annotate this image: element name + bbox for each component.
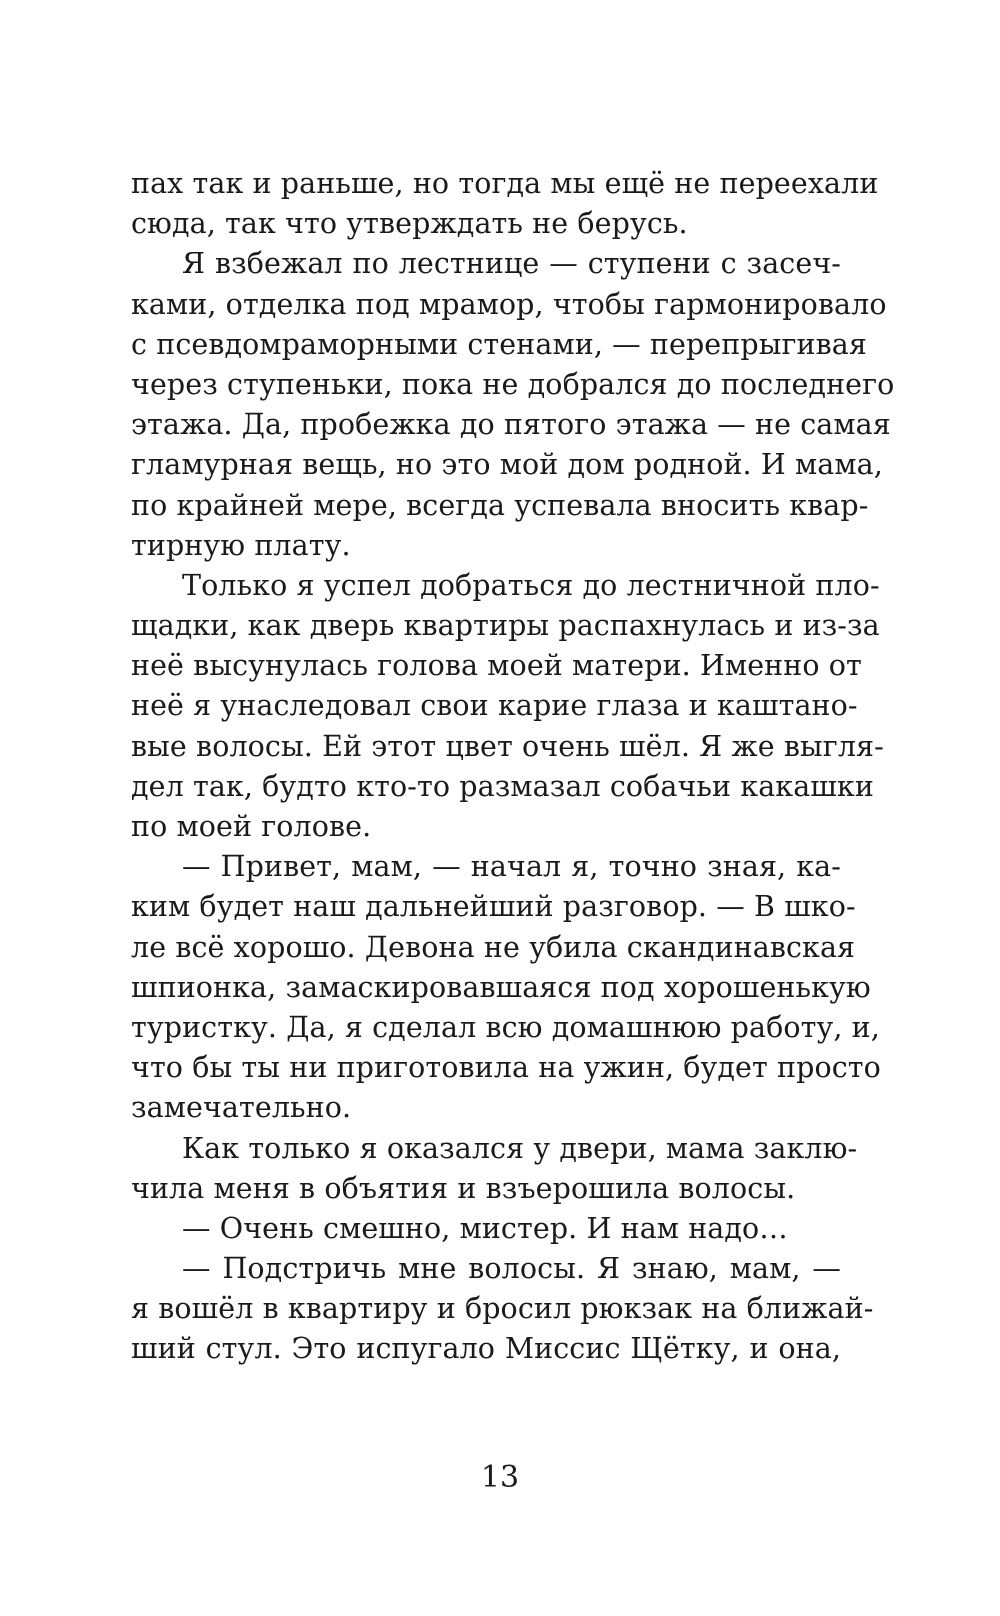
text-line: щадки, как дверь квартиры распахнулась и из-за bbox=[131, 609, 880, 643]
text-line: этажа. Да, пробежка до пятого этажа — не самая bbox=[131, 408, 891, 442]
text-line: ками, отделка под мрамор, чтобы гармонировало bbox=[131, 287, 887, 321]
text-line: замечательно. bbox=[131, 1091, 352, 1125]
text-line: вые волосы. Ей этот цвет очень шёл. Я же выгля- bbox=[131, 729, 884, 763]
text-line: чила меня в объятия и взъерошила волосы. bbox=[131, 1171, 796, 1205]
text-line: через ступеньки, пока не добрался до последнего bbox=[131, 367, 895, 401]
text-line: что бы ты ни приготовила на ужин, будет просто bbox=[131, 1051, 881, 1085]
body-text bbox=[131, 164, 895, 1370]
text-line: с псевдомраморными стенами, — перепрыгивая bbox=[131, 327, 867, 361]
text-line: я вошёл в квартиру и бросил рюкзак на ближай- bbox=[131, 1292, 874, 1326]
text-line: неё я унаследовал свои карие глаза и каштано- bbox=[131, 689, 858, 723]
text-line: ший стул. Это испугало Миссис Щётку, и она, bbox=[131, 1332, 841, 1366]
text-line: Только я успел добраться до лестничной пло- bbox=[182, 568, 880, 602]
text-line: дел так, будто кто-то размазал собачьи какашки bbox=[131, 769, 874, 803]
text-line: гламурная вещь, но это мой дом родной. И мама, bbox=[131, 448, 883, 482]
text-line: неё высунулась голова моей матери. Именно от bbox=[131, 649, 862, 683]
text-line: туристку. Да, я сделал всю домашнюю работу, и, bbox=[131, 1010, 880, 1044]
text-line: Я взбежал по лестнице — ступени с засеч- bbox=[182, 247, 841, 281]
text-line: ким будет наш дальнейший разговор. — В шко- bbox=[131, 890, 856, 924]
text-line: — Подстричь мне волосы. Я знаю, мам, — bbox=[182, 1252, 841, 1286]
text-line: — Привет, мам, — начал я, точно зная, ка- bbox=[182, 850, 841, 884]
text-line: — Очень смешно, мистер. И нам надо… bbox=[182, 1211, 788, 1245]
text-line: по моей голове. bbox=[131, 810, 372, 843]
text-line: ле всё хорошо. Девона не убила скандинавская bbox=[131, 930, 856, 964]
text-line: по крайней мере, всегда успевала вносить квар- bbox=[131, 488, 869, 522]
page-number: 13 bbox=[480, 1460, 520, 1495]
text-line: тирную плату. bbox=[131, 528, 351, 562]
text-line: шпионка, замаскировавшаяся под хорошенькую bbox=[131, 970, 871, 1004]
text-line: пах так и раньше, но тогда мы ещё не переехали bbox=[131, 167, 879, 200]
text-line: Как только я оказался у двери, мама заклю- bbox=[182, 1131, 858, 1165]
text-line: сюда, так что утверждать не берусь. bbox=[131, 207, 688, 241]
